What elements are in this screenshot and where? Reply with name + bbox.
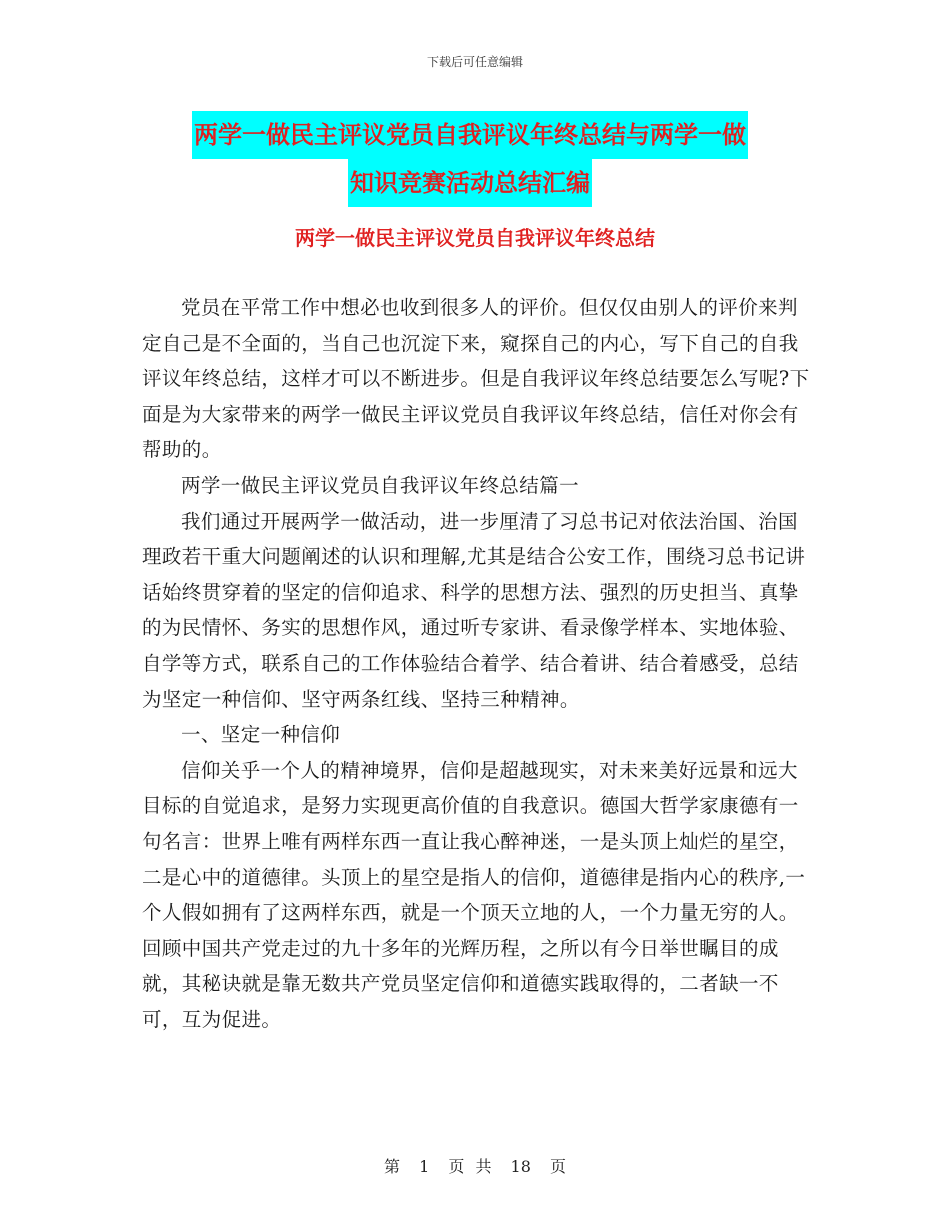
footer-total-pages: 18 xyxy=(510,1157,531,1176)
footer-middle: 页 共 xyxy=(448,1157,492,1176)
page-footer xyxy=(0,1154,950,1177)
paragraph-belief-text: 信仰关乎一个人的精神境界，信仰是超越现实，对未来美好远景和远大目标的自觉追求，是努力实现更高价值的自我意识。德国大哲学家康德有一句名言：世界上唯有两样东西一直让我心醉神迷，一是头顶上灿烂的星空，二是心中的道德律。头顶上的星空是指人的信仰，道德律是指内心的秩序,一个人假如拥有了这两样东西，就是一个顶天立地的人，一个力量无穷的人。回顾中国共产党走过的九十多年的光辉历程，之所以有今日举世瞩目的成就，其秘诀就是靠无数共产党员坚定信仰和道德实践取得的，二者缺一不可，互为促进。 xyxy=(142,758,806,1031)
paragraph-intro: 党员在平常工作中想必也收到很多人的评价。但仅仅由别人的评价来判定自己是不全面的，当自己也沉淀下来，窥探自己的内心，写下自己的自我评议年终总结，这样才可以不断进步。但是自我评议年终总结要怎么写呢?下面是为大家带来的两学一做民主评议党员自我评议年终总结，信任对你会有帮助的。 xyxy=(142,296,810,462)
paragraph-subheading-part-one: 两学一做民主评议党员自我评议年终总结篇一 xyxy=(181,473,580,497)
section-title: 两学一做民主评议党员自我评议年终总结 xyxy=(295,226,655,250)
paragraph-heading-belief: 一、坚定一种信仰 xyxy=(181,723,341,747)
paragraph-study-summary: 我们通过开展两学一做活动，进一步厘清了习总书记对依法治国、治国理政若干重大问题阐述的认识和理解,尤其是结合公安工作，围绕习总书记讲话始终贯穿着的坚定的信仰追求、科学的思想方法、强烈的历史担当、真挚的为民情怀、务实的思想作风，通过听专家讲、看录像学样本、实地体验、自学等方式，联系自己的工作体验结合着学、结合着讲、结合着感受，总结为坚定一种信仰、坚守两条红线、坚持三种精神。 xyxy=(142,509,806,711)
document-title-line-1: 两学一做民主评议党员自我评议年终总结与两学一做 xyxy=(192,111,748,159)
header-note: 下载后可任意编辑 xyxy=(426,55,523,69)
footer-page-number: 1 xyxy=(419,1157,430,1176)
document-title xyxy=(140,111,800,207)
body-text xyxy=(142,290,812,1037)
footer-prefix: 第 xyxy=(383,1157,400,1176)
footer-suffix: 页 xyxy=(550,1157,567,1176)
document-title-line-2: 知识竞赛活动总结汇编 xyxy=(348,159,592,207)
